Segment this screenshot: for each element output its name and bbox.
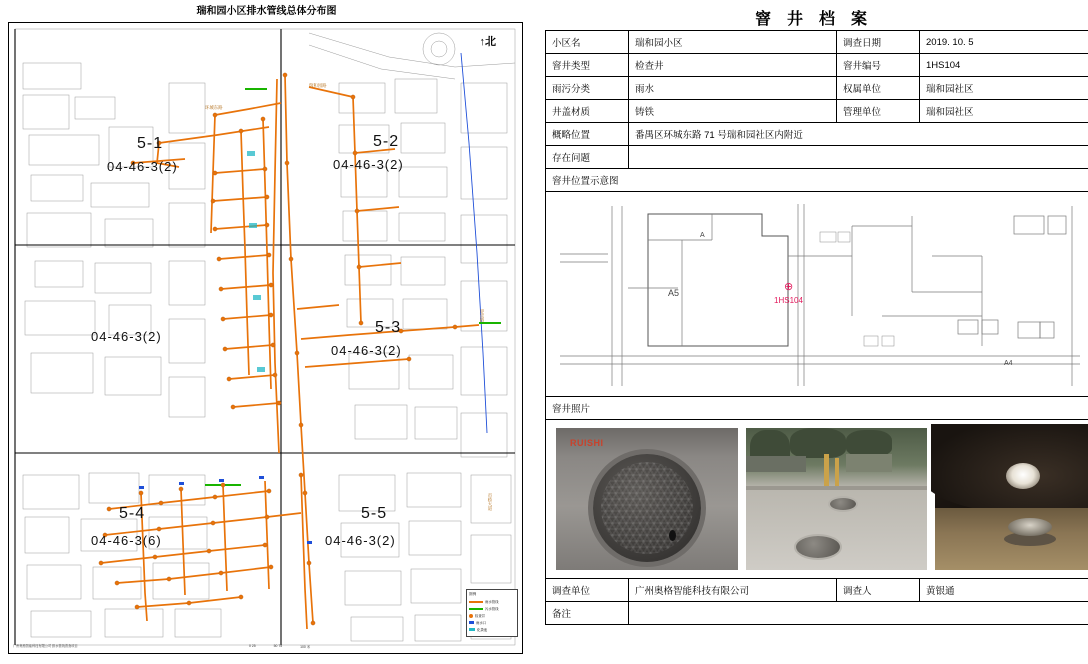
scale-mark: 0 25 bbox=[249, 644, 256, 648]
field-label: 概略位置 bbox=[546, 123, 629, 146]
septic-tank-icon bbox=[469, 628, 475, 631]
diagram-cell bbox=[546, 192, 1088, 397]
field-value: 瑞和园小区 bbox=[629, 31, 837, 54]
curb-line bbox=[746, 486, 928, 490]
table-row bbox=[546, 54, 1088, 77]
scale-mark: 50 75 bbox=[273, 644, 283, 648]
field-value: 1HS104 bbox=[920, 54, 1088, 77]
photo-pad bbox=[742, 424, 932, 574]
grid-sub-5-5: 04-46-3(2) bbox=[325, 533, 396, 548]
well-location-marker-icon: ⊕ bbox=[784, 281, 794, 293]
field-label: 窨井编号 bbox=[837, 54, 920, 77]
grid-label-5-4: 5-4 bbox=[119, 505, 146, 522]
manhole-shape bbox=[830, 498, 856, 510]
field-value: 2019. 10. 5 bbox=[920, 31, 1088, 54]
grid-sub-5-1: 04-46-3(2) bbox=[107, 159, 178, 174]
field-value-remark bbox=[629, 602, 1088, 625]
manhole-icon bbox=[469, 614, 473, 618]
photo-road-with-manholes bbox=[742, 424, 932, 574]
table-row-photos-header bbox=[546, 397, 1088, 420]
table-row-diagram-header bbox=[546, 169, 1088, 192]
field-label: 调查人 bbox=[837, 579, 920, 602]
map-legend bbox=[466, 589, 518, 637]
table-row-problem bbox=[546, 146, 1088, 169]
legend-item bbox=[469, 626, 515, 633]
field-value-location: 番禺区环城东路 71 号瑞和园社区内附近 bbox=[629, 123, 1088, 146]
field-label: 雨污分类 bbox=[546, 77, 629, 100]
table-row-footer bbox=[546, 579, 1088, 602]
photo-pad bbox=[931, 424, 1088, 574]
street-label-2: 迎宾路 bbox=[480, 309, 485, 323]
diagram-text: A bbox=[700, 232, 705, 239]
record-sheet bbox=[540, 0, 1088, 664]
grid-label-5-5: 5-5 bbox=[361, 505, 388, 522]
manhole-cover-shape bbox=[593, 454, 701, 562]
diagram-text: A5 bbox=[668, 288, 680, 298]
photo-image bbox=[746, 428, 928, 570]
legend-item bbox=[469, 598, 515, 605]
table-row bbox=[546, 77, 1088, 100]
field-value: 瑞和园社区 bbox=[920, 100, 1088, 123]
manhole-shape bbox=[796, 536, 840, 558]
field-value: 铸铁 bbox=[629, 100, 837, 123]
grid-label-5-1: 5-1 bbox=[137, 135, 164, 152]
table-row-diagram bbox=[546, 192, 1088, 397]
bollard-shape bbox=[835, 458, 839, 486]
bollard-shape bbox=[824, 454, 829, 488]
pipe-line-icon bbox=[469, 608, 483, 610]
legend-item-label: 雨水口 bbox=[476, 621, 487, 625]
map-drawing bbox=[9, 23, 522, 653]
inlet-icon bbox=[469, 621, 474, 624]
grid-label-5-3: 5-3 bbox=[375, 319, 402, 336]
table-row bbox=[546, 31, 1088, 54]
street-label-0: 环城东路 bbox=[205, 105, 223, 110]
pipe-opening-shape bbox=[1008, 518, 1052, 536]
sheet-title: 窨 井 档 案 bbox=[754, 11, 873, 28]
cover-hole-shape bbox=[669, 530, 676, 541]
grid-sub-5-3: 04-46-3(2) bbox=[331, 343, 402, 358]
wall-shape bbox=[846, 454, 892, 472]
photo-image bbox=[556, 428, 738, 570]
field-label: 备注 bbox=[546, 602, 629, 625]
section-header-diagram: 窨井位置示意图 bbox=[546, 169, 1088, 192]
legend-title: 图例 bbox=[469, 592, 477, 596]
location-diagram bbox=[552, 196, 1088, 392]
field-label: 调查日期 bbox=[837, 31, 920, 54]
north-arrow: ↑北 bbox=[479, 36, 496, 48]
section-header-photos: 窨井照片 bbox=[546, 397, 1088, 420]
light-reflection-shape bbox=[1006, 463, 1040, 489]
map-title: 瑞和园小区排水管线总体分布图 bbox=[196, 6, 337, 17]
field-value: 检查井 bbox=[629, 54, 837, 77]
map-panel bbox=[0, 0, 533, 664]
scale-mark: 100 米 bbox=[300, 645, 311, 649]
photo-manhole-cover-closeup bbox=[552, 424, 742, 574]
grid-label-5-2: 5-2 bbox=[373, 133, 400, 150]
street-label-3: 市桥大道 bbox=[488, 493, 493, 511]
field-label: 权属单位 bbox=[837, 77, 920, 100]
table-row-photos bbox=[546, 420, 1088, 579]
grid-sub-5-2: 04-46-3(2) bbox=[333, 157, 404, 172]
tree-shape bbox=[790, 428, 846, 458]
field-label: 窨井类型 bbox=[546, 54, 629, 77]
table-row-location bbox=[546, 123, 1088, 146]
photo-strip bbox=[552, 424, 1088, 574]
photo-well-interior bbox=[931, 424, 1088, 574]
grid-sub-mid-left: 04-46-3(2) bbox=[91, 329, 162, 344]
well-code-label: 1HS104 bbox=[774, 296, 803, 305]
photo-image bbox=[935, 428, 1088, 570]
photo-pad bbox=[552, 424, 742, 574]
photos-cell bbox=[546, 420, 1088, 579]
field-label: 管理单位 bbox=[837, 100, 920, 123]
table-row bbox=[546, 100, 1088, 123]
map-scalebar bbox=[249, 644, 310, 649]
legend-item-label: 污水管线 bbox=[485, 607, 499, 611]
tree-shape bbox=[846, 430, 892, 456]
record-table bbox=[545, 30, 1088, 625]
legend-item bbox=[469, 612, 515, 619]
legend-item-label: 检查井 bbox=[475, 614, 486, 618]
field-value: 黄银通 bbox=[920, 579, 1088, 602]
photo-caption-text: RUISHI bbox=[570, 438, 604, 448]
field-label: 小区名 bbox=[546, 31, 629, 54]
legend-item bbox=[469, 619, 515, 626]
legend-item bbox=[469, 605, 515, 612]
legend-item-label: 化粪池 bbox=[477, 628, 488, 632]
field-value: 瑞和园社区 bbox=[920, 77, 1088, 100]
field-label: 存在问题 bbox=[546, 146, 629, 169]
diagram-text: A4 bbox=[1004, 360, 1013, 367]
wall-shape bbox=[746, 456, 806, 472]
legend-item-label: 雨水管线 bbox=[485, 600, 499, 604]
map-frame bbox=[8, 22, 523, 654]
map-canvas bbox=[9, 23, 522, 653]
field-label: 调查单位 bbox=[546, 579, 629, 602]
field-label: 井盖材质 bbox=[546, 100, 629, 123]
street-label-1: 瑞和园路 bbox=[309, 83, 327, 88]
field-value-problem bbox=[629, 146, 1088, 169]
field-value: 广州奥格智能科技有限公司 bbox=[629, 579, 837, 602]
table-row-remark bbox=[546, 602, 1088, 625]
map-corner-note: 广州奥格智能科技有限公司 排水管线普查项目 bbox=[13, 644, 78, 649]
grid-sub-5-4: 04-46-3(6) bbox=[91, 533, 162, 548]
field-value: 雨水 bbox=[629, 77, 837, 100]
pipe-line-icon bbox=[469, 601, 483, 603]
